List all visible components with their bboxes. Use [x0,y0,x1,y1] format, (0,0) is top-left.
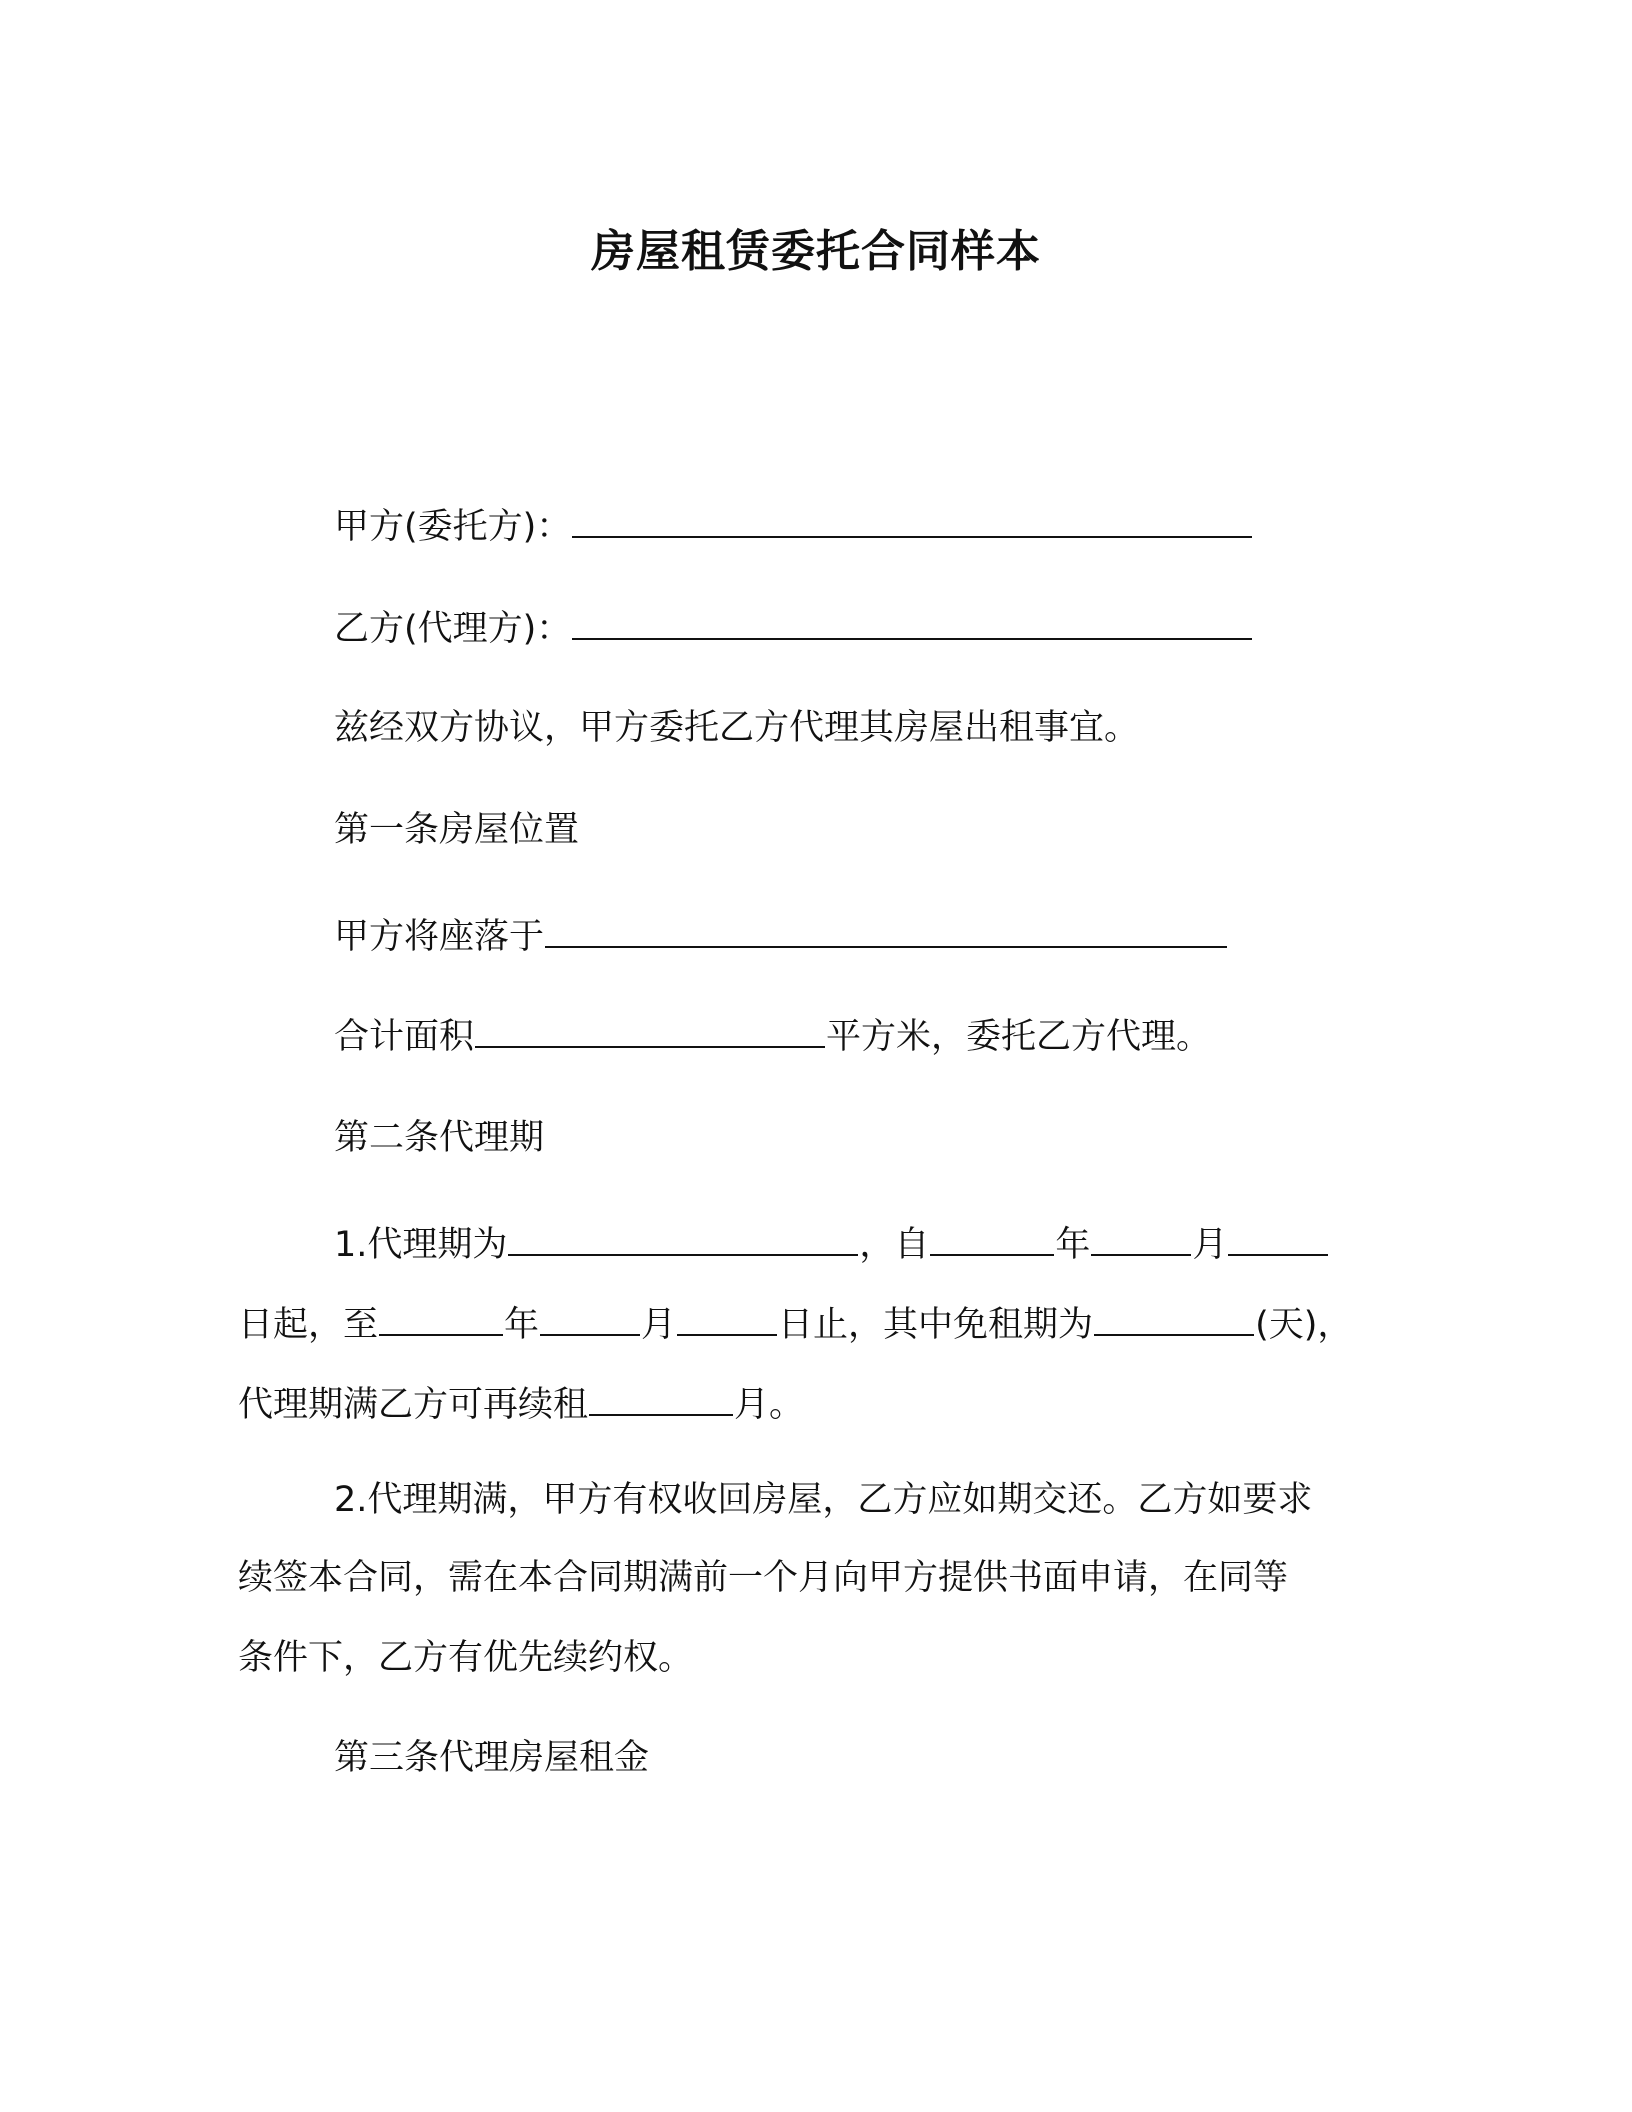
party-a-line [334,502,1253,551]
start-month-blank [1091,1220,1191,1256]
term-line-1 [334,1220,1329,1269]
term-item2-line-2: 续签本合同，需在本合同期满前一个月向甲方提供书面申请，在同等 [238,1558,1289,1598]
term-line-3 [238,1380,804,1429]
document-title: 房屋租赁委托合同样本 [591,226,1041,277]
area-prefix: 合计面积 [334,1017,475,1057]
location-line [334,912,1228,961]
article2-heading: 第二条代理期 [334,1118,545,1158]
party-b-label: 乙方(代理方)： [334,609,572,649]
term-line-2 [238,1300,1352,1349]
term-line2-start: 日起，至 [238,1305,379,1345]
article1-heading: 第一条房屋位置 [334,810,580,850]
renewal-months-blank [589,1380,733,1416]
term-item2-line-1: 2.代理期满，甲方有权收回房屋，乙方应如期交还。乙方如要求 [334,1480,1313,1520]
area-line [334,1012,1211,1061]
term-length-blank [508,1220,858,1256]
area-blank [475,1012,825,1048]
end-day-text: 日止，其中免租期为 [778,1305,1094,1345]
end-year-label: 年 [504,1305,540,1345]
end-day-blank [677,1300,777,1336]
start-year-blank [930,1220,1054,1256]
free-rent-days-blank [1094,1300,1254,1336]
article3-heading: 第三条代理房屋租金 [334,1738,650,1778]
end-month-label: 月 [641,1305,677,1345]
term-item2-line-3: 条件下，乙方有优先续约权。 [238,1638,694,1678]
location-prefix: 甲方将座落于 [334,917,545,957]
term-from: ，自 [859,1225,930,1265]
start-year-label: 年 [1055,1225,1091,1265]
party-a-blank [572,502,1252,538]
months-unit: 月。 [734,1385,805,1425]
days-unit: (天)， [1255,1305,1353,1345]
party-b-blank [572,604,1252,640]
intro-paragraph: 兹经双方协议，甲方委托乙方代理其房屋出租事宜。 [334,708,1140,748]
start-month-label: 月 [1192,1225,1228,1265]
area-suffix: 平方米，委托乙方代理。 [826,1017,1212,1057]
renewal-text: 代理期满乙方可再续租 [238,1385,589,1425]
end-year-blank [379,1300,503,1336]
term-prefix: 1.代理期为 [334,1225,508,1265]
location-blank [545,912,1227,948]
end-month-blank [540,1300,640,1336]
party-a-label: 甲方(委托方)： [334,507,572,547]
start-day-blank [1228,1220,1328,1256]
party-b-line [334,604,1253,653]
